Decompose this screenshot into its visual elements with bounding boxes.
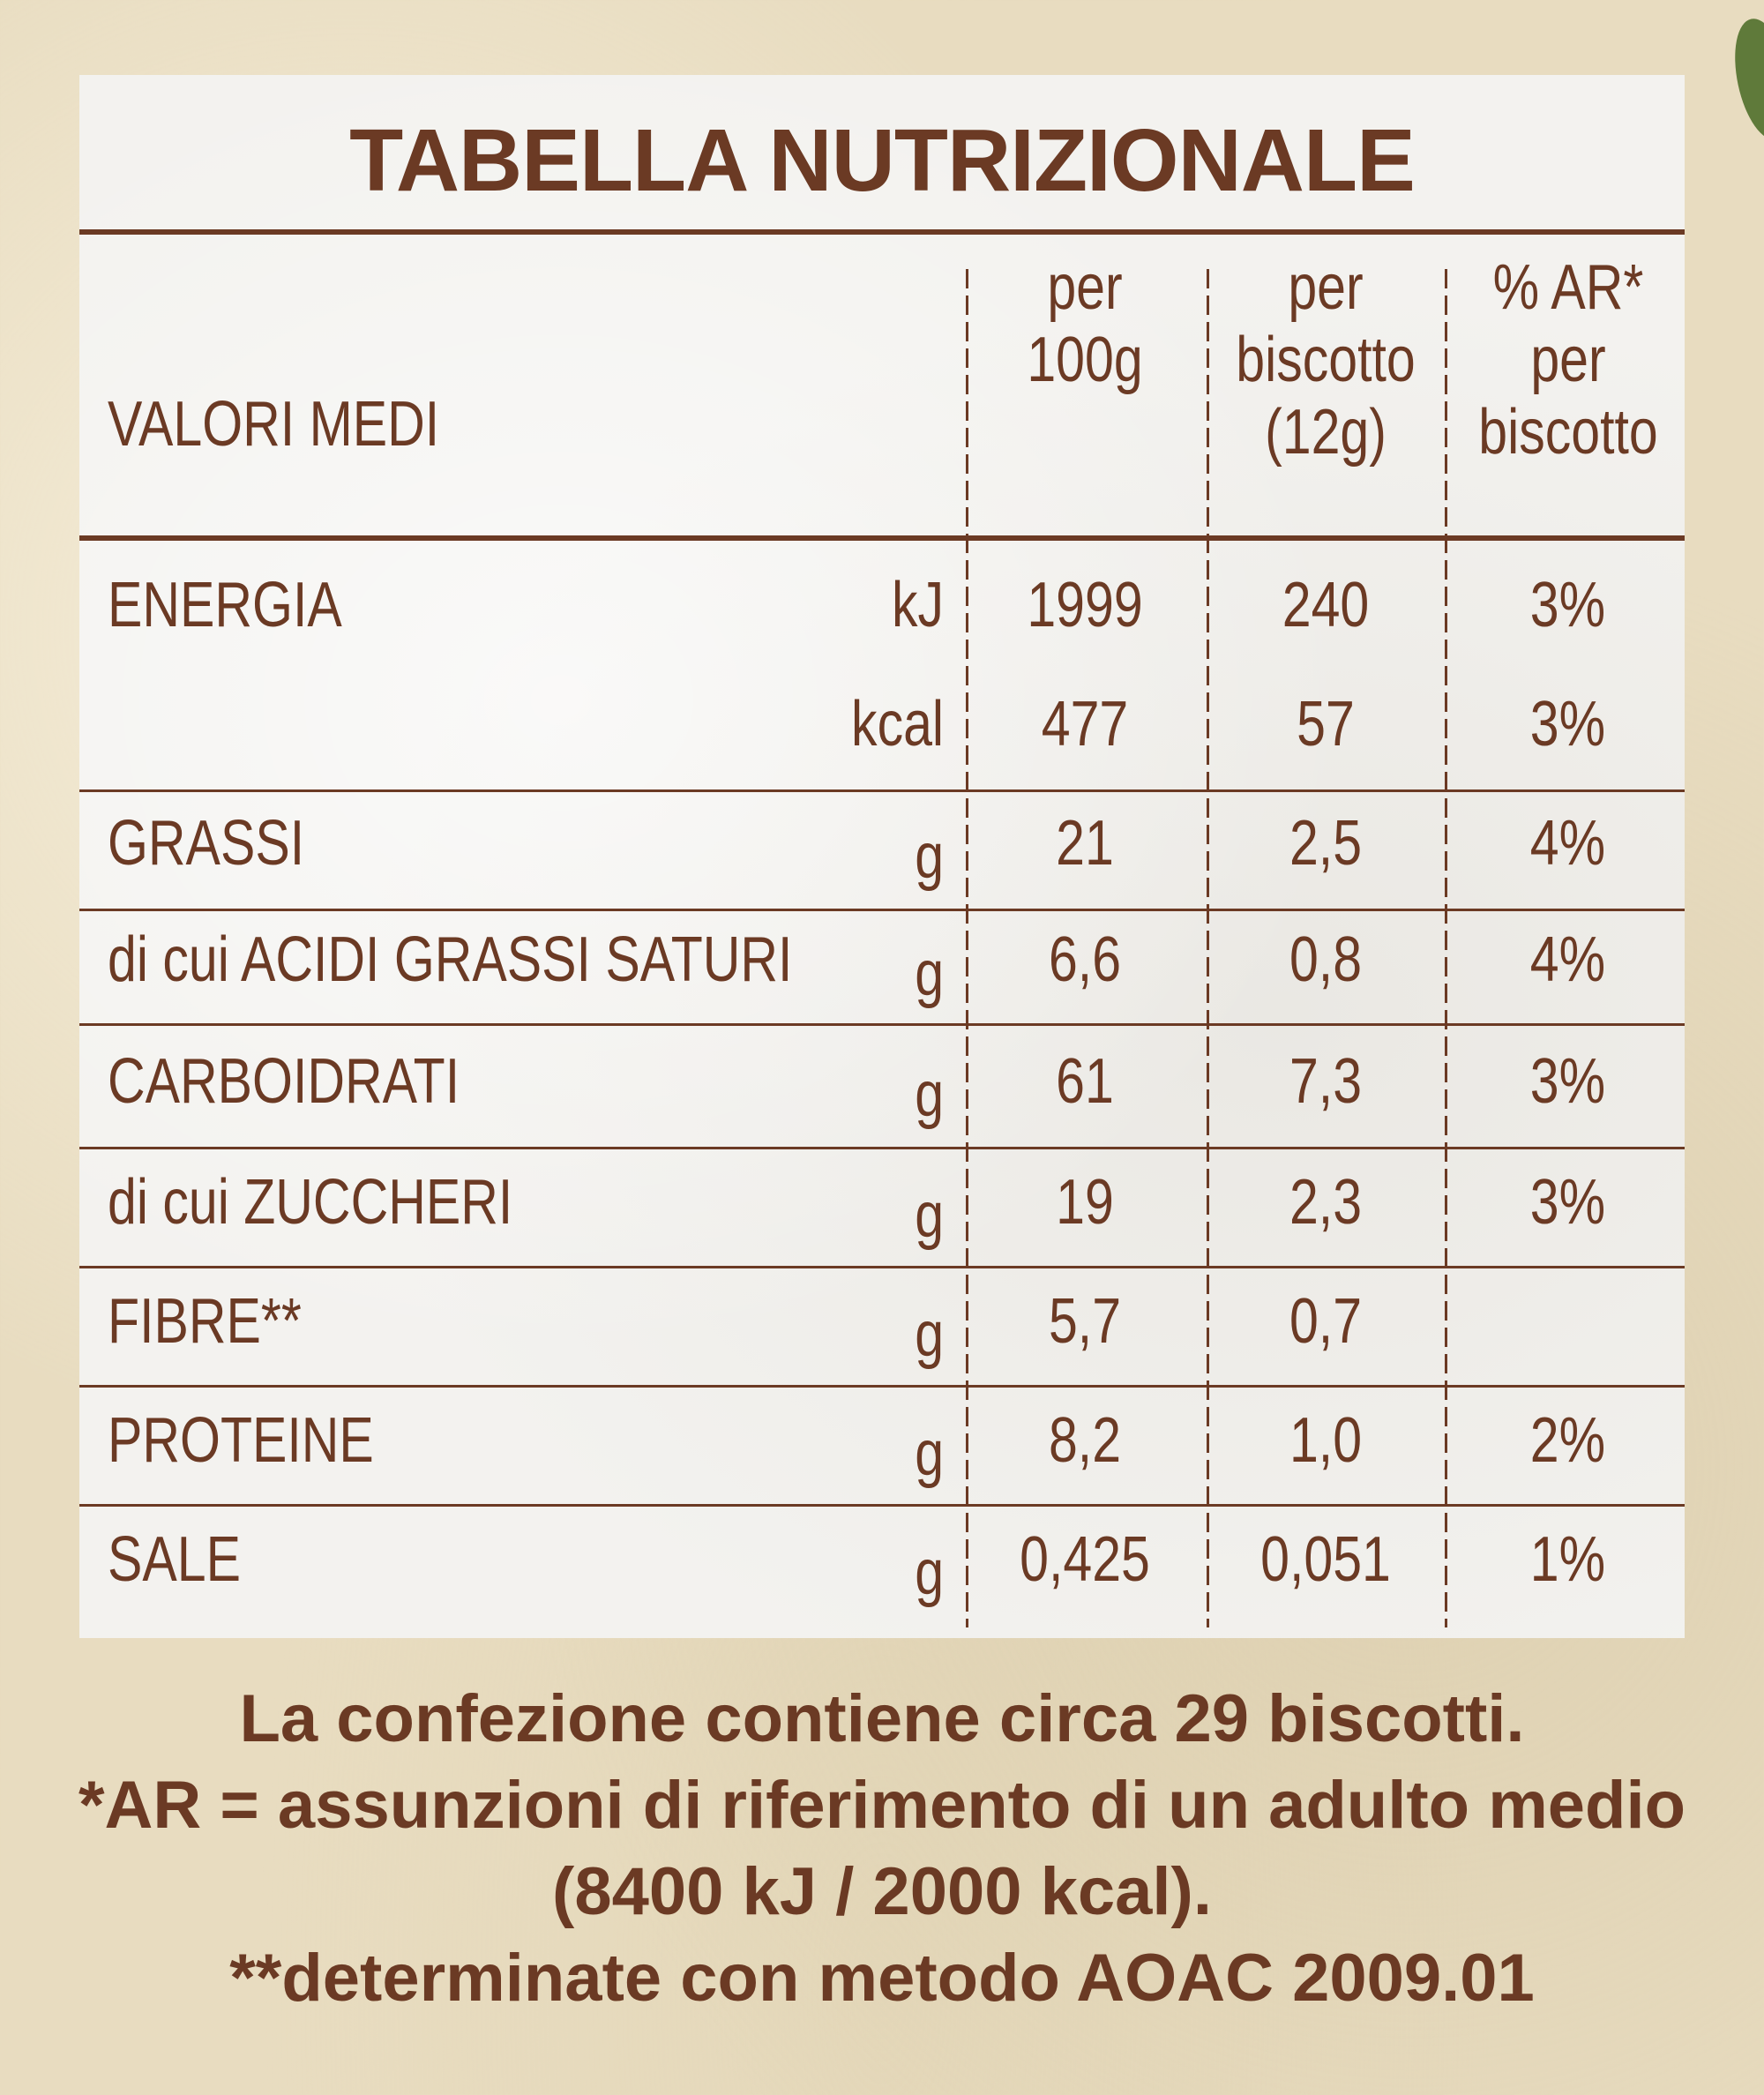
nutrient-unit: kJ (891, 570, 944, 640)
title-divider (79, 229, 1685, 235)
header-divider (79, 535, 1685, 541)
row-divider (79, 1266, 1685, 1268)
nutrient-unit: g (915, 939, 944, 1009)
row-divider (79, 909, 1685, 911)
footer-ar-note: *AR = assunzioni di riferimento di un adulto medio (78, 1768, 1686, 1843)
nutrient-name: CARBOIDRATI (108, 1046, 460, 1117)
column-divider (1445, 269, 1447, 1627)
nutrient-unit: g (915, 1059, 944, 1130)
header-ar-percent: % AR* per biscotto (1478, 252, 1658, 468)
nutrient-unit: kcal (851, 689, 944, 759)
value-per-100g: 61 (1056, 1046, 1114, 1117)
nutrient-name: GRASSI (108, 808, 305, 879)
footer-package-count: La confezione contiene circa 29 biscotti. (239, 1681, 1525, 1756)
value-per-biscotto: 1,0 (1289, 1405, 1363, 1476)
footer-notes (0, 1676, 1764, 2022)
header-per-100g: per 100g (1027, 252, 1143, 395)
value-ar-percent: 3% (1529, 1167, 1605, 1238)
row-divider (79, 1504, 1685, 1507)
row-divider (79, 789, 1685, 792)
row-divider (79, 1147, 1685, 1149)
nutrition-table-panel (79, 75, 1685, 1638)
value-per-biscotto: 0,8 (1289, 924, 1363, 995)
value-per-biscotto: 2,3 (1289, 1167, 1363, 1238)
value-per-biscotto: 57 (1297, 689, 1355, 759)
header-label: VALORI MEDI (108, 389, 440, 460)
value-per-100g: 21 (1056, 808, 1114, 879)
nutrient-unit: g (915, 821, 944, 892)
value-per-100g: 5,7 (1048, 1286, 1122, 1357)
nutrient-unit: g (915, 1418, 944, 1489)
nutrient-unit: g (915, 1180, 944, 1251)
row-divider (79, 1385, 1685, 1388)
leaf-decoration (1725, 13, 1764, 145)
row-divider (79, 1023, 1685, 1026)
nutrient-name: di cui ZUCCHERI (108, 1167, 513, 1238)
nutrient-unit: g (915, 1538, 944, 1608)
value-ar-percent: 3% (1529, 570, 1605, 640)
nutrient-unit: g (915, 1299, 944, 1370)
value-ar-percent: 1% (1529, 1524, 1605, 1595)
value-per-100g: 6,6 (1048, 924, 1122, 995)
value-ar-percent: 3% (1529, 689, 1605, 759)
value-ar-percent: 2% (1529, 1405, 1605, 1476)
value-per-100g: 0,425 (1020, 1524, 1150, 1595)
value-ar-percent: 4% (1529, 808, 1605, 879)
nutrient-name: SALE (108, 1524, 241, 1595)
value-per-100g: 8,2 (1048, 1405, 1122, 1476)
nutrient-name: FIBRE** (108, 1286, 302, 1357)
value-per-100g: 1999 (1027, 570, 1143, 640)
nutrient-name: ENERGIA (108, 570, 342, 640)
value-per-biscotto: 0,7 (1289, 1286, 1363, 1357)
header-per-biscotto: per biscotto (12g) (1236, 252, 1416, 468)
column-divider (966, 269, 968, 1627)
value-per-biscotto: 0,051 (1260, 1524, 1391, 1595)
value-ar-percent: 4% (1529, 924, 1605, 995)
nutrient-name: di cui ACIDI GRASSI SATURI (108, 924, 793, 995)
value-per-biscotto: 240 (1282, 570, 1370, 640)
footer-fibre-note: **determinate con metodo AOAC 2009.01 (229, 1941, 1535, 2016)
nutrient-name: PROTEINE (108, 1405, 374, 1476)
value-per-biscotto: 7,3 (1289, 1046, 1363, 1117)
value-per-biscotto: 2,5 (1289, 808, 1363, 879)
column-divider (1207, 269, 1209, 1627)
value-ar-percent: 3% (1529, 1046, 1605, 1117)
value-per-100g: 19 (1056, 1167, 1114, 1238)
footer-ar-reference: (8400 kJ / 2000 kcal). (552, 1854, 1212, 1929)
value-per-100g: 477 (1041, 689, 1129, 759)
table-title: TABELLA NUTRIZIONALE (349, 111, 1415, 210)
